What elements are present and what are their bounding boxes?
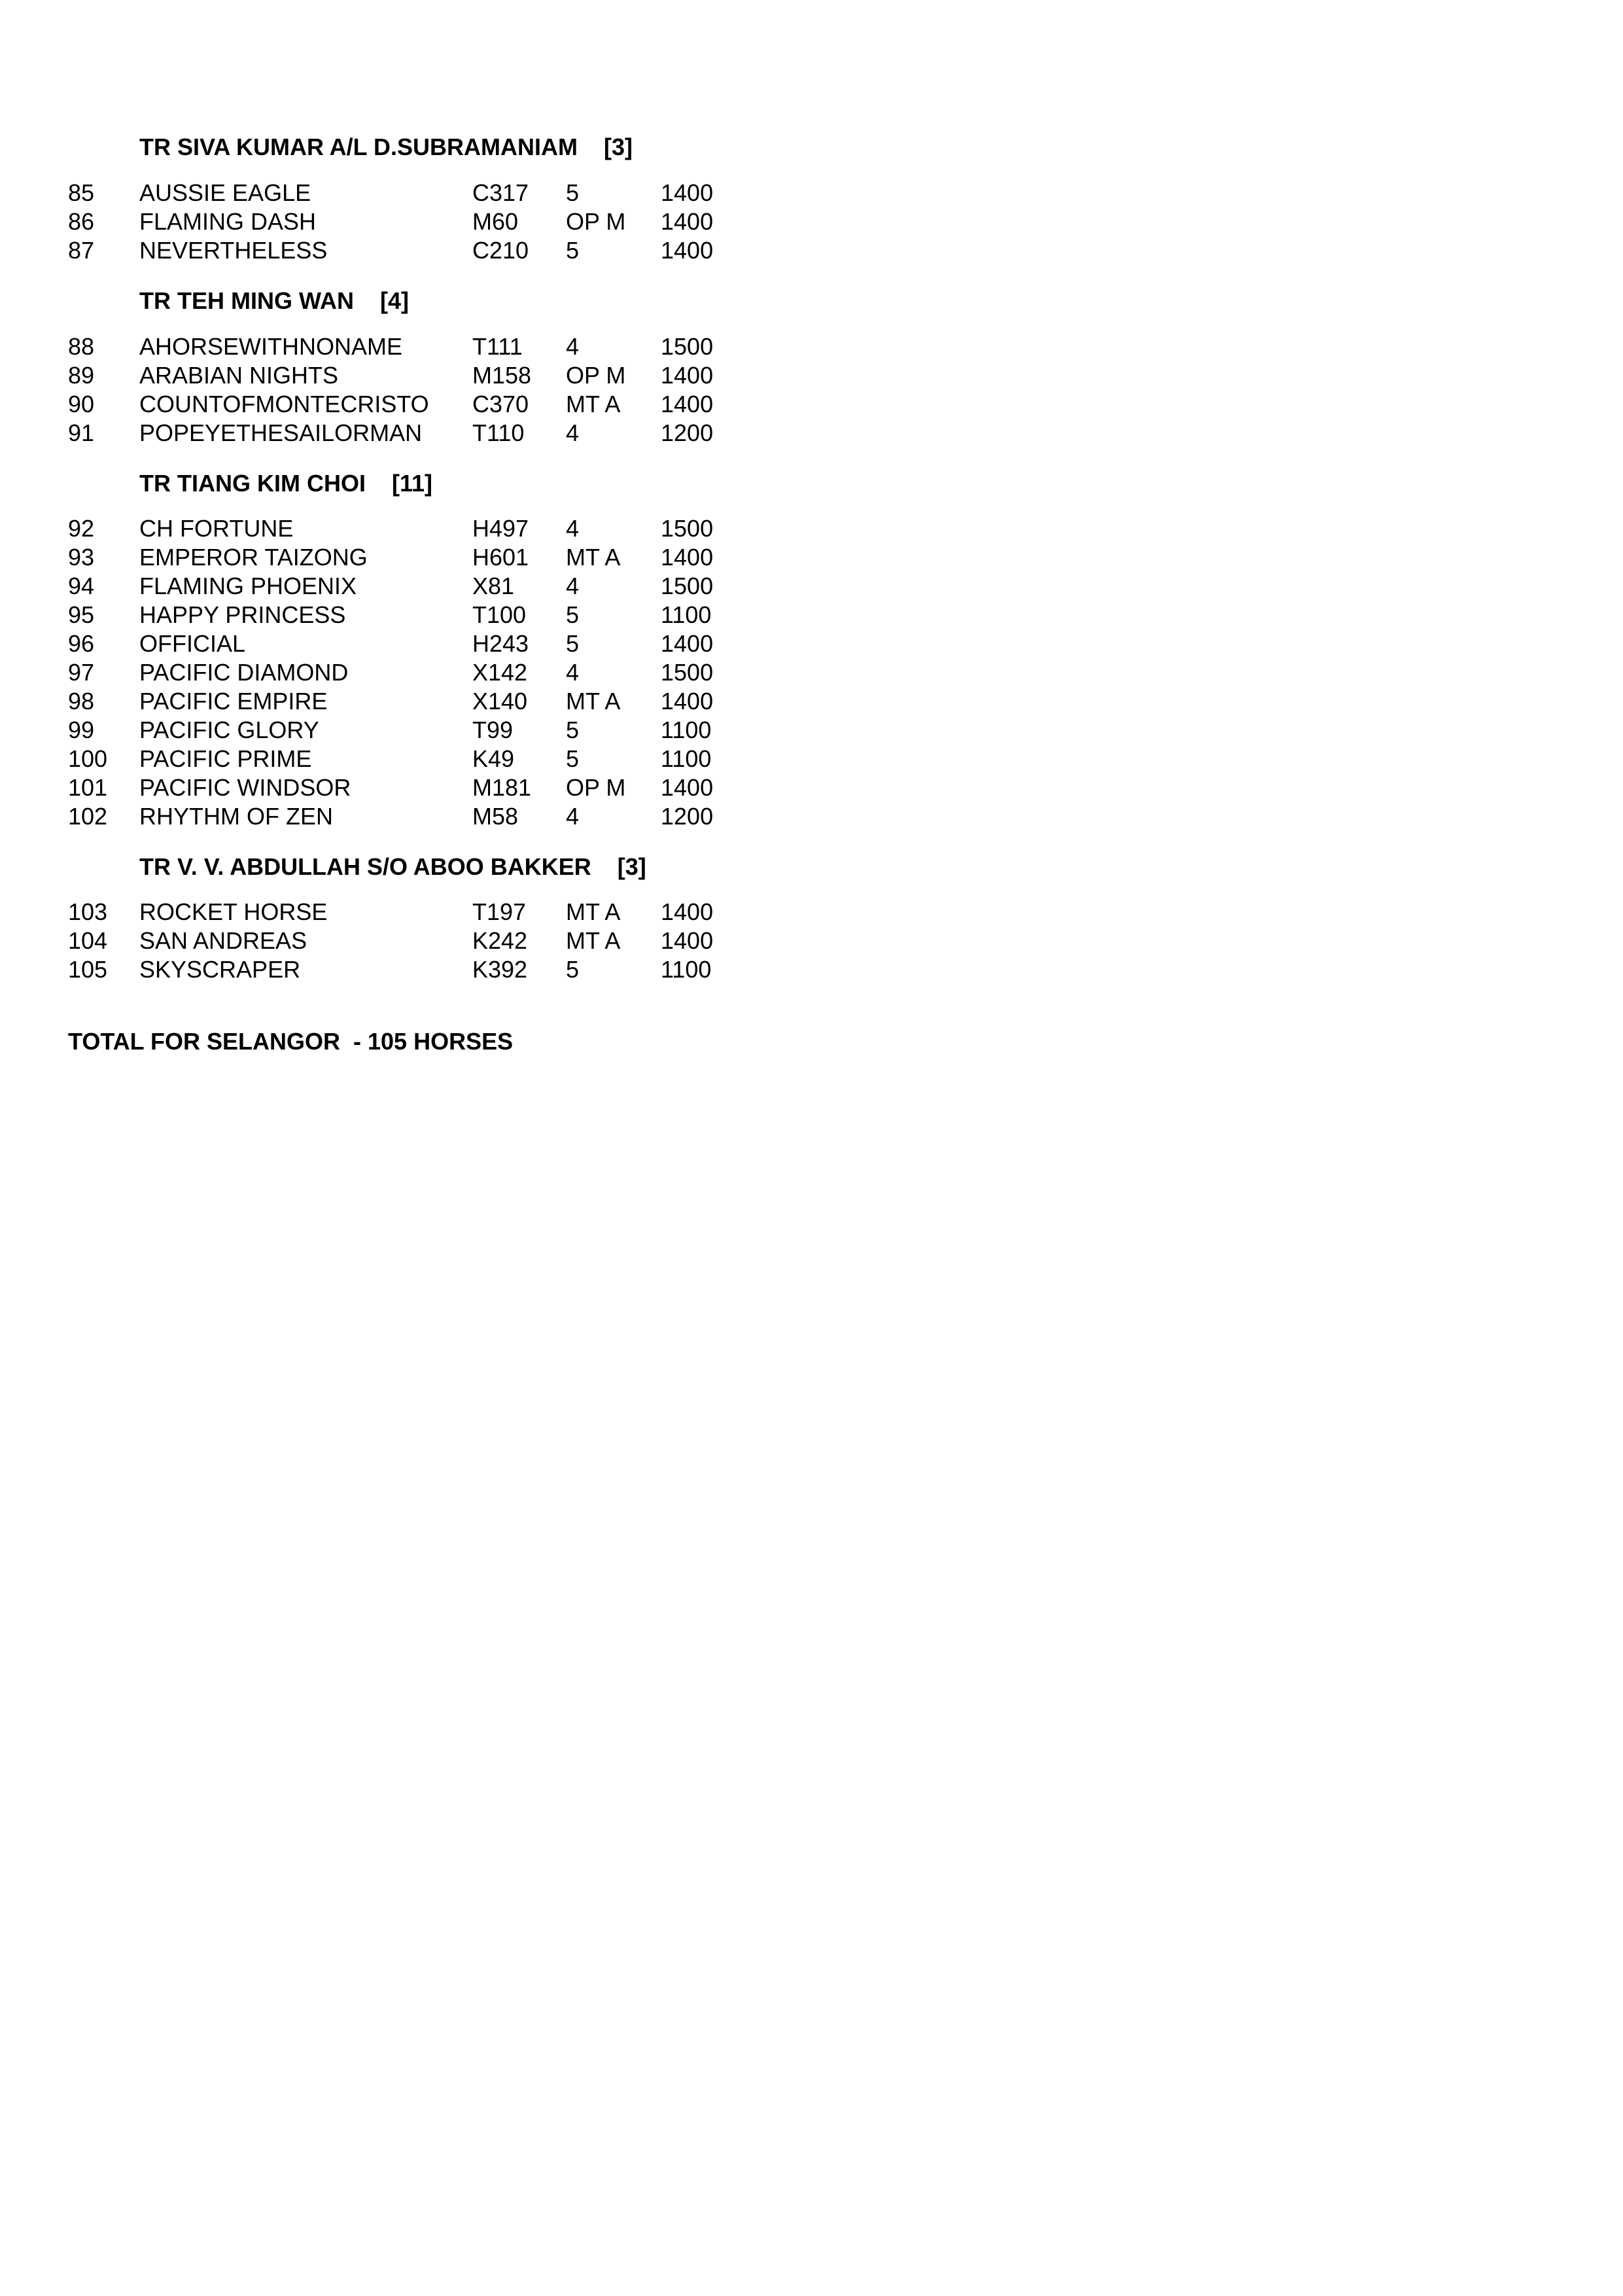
horse-row [0,572,714,601]
horse-name: POPEYETHESAILORMAN [139,419,423,446]
horse-code: X140 [472,688,528,715]
horse-number: 89 [68,362,95,389]
horse-row [0,179,714,207]
trainer-heading [139,287,409,315]
horse-class: MT A [566,927,621,954]
horse-number: 105 [68,956,108,983]
trainer-horse-count: [11] [391,470,433,497]
horse-class: 5 [566,745,580,772]
horse-distance: 1200 [661,803,714,830]
horse-name: HAPPY PRINCESS [139,601,346,628]
horse-class: 4 [566,333,580,360]
horse-name: COUNTOFMONTECRISTO [139,391,429,417]
horse-code: C210 [472,237,529,264]
horse-number: 86 [68,208,95,235]
horse-number: 92 [68,515,95,542]
horse-class: MT A [566,898,621,925]
horse-number: 87 [68,237,95,264]
horse-number: 90 [68,391,95,417]
horse-number: 93 [68,544,95,571]
horse-row [0,514,714,543]
horse-code: C370 [472,391,529,417]
horse-class: OP M [566,208,626,235]
trainer-horse-count: [4] [379,287,409,314]
horse-distance: 1500 [661,573,714,599]
horse-name: AUSSIE EAGLE [139,179,311,206]
horse-class: 5 [566,630,580,657]
horse-code: H497 [472,515,529,542]
horse-name: SKYSCRAPER [139,956,301,983]
horse-number: 104 [68,927,108,954]
horse-name: PACIFIC DIAMOND [139,659,349,686]
horse-code: X142 [472,659,528,686]
horse-number: 102 [68,803,108,830]
horse-class: 5 [566,956,580,983]
horse-number: 98 [68,688,95,715]
horse-distance: 1400 [661,688,714,715]
horse-class: 5 [566,716,580,743]
horse-distance: 1400 [661,927,714,954]
horse-row [0,745,712,773]
horse-name: FLAMING DASH [139,208,317,235]
horse-name: PACIFIC EMPIRE [139,688,328,715]
horse-row [0,773,714,802]
horse-row [0,687,714,716]
horse-row [0,361,714,390]
trainer-name: TR TIANG KIM CHOI [139,470,366,497]
horse-number: 100 [68,745,108,772]
horse-distance: 1400 [661,898,714,925]
horse-code: T99 [472,716,514,743]
horse-code: M158 [472,362,532,389]
horse-name: CH FORTUNE [139,515,294,542]
horse-name: ROCKET HORSE [139,898,328,925]
horse-row [0,927,714,955]
horse-row [0,955,712,984]
horse-name: EMPEROR TAIZONG [139,544,368,571]
horse-code: K49 [472,745,515,772]
horse-number: 99 [68,716,95,743]
horse-name: FLAMING PHOENIX [139,573,357,599]
horse-class: OP M [566,774,626,801]
horse-number: 88 [68,333,95,360]
horse-number: 94 [68,573,95,599]
horse-distance: 1400 [661,237,714,264]
horse-distance: 1500 [661,333,714,360]
horse-number: 101 [68,774,108,801]
horse-code: H243 [472,630,529,657]
horse-row [0,802,714,831]
horse-class: 4 [566,803,580,830]
horse-distance: 1400 [661,544,714,571]
horse-distance: 1400 [661,179,714,206]
horse-row [0,898,714,927]
horse-class: 4 [566,659,580,686]
trainer-name: TR TEH MING WAN [139,287,354,314]
horse-class: 4 [566,573,580,599]
horse-distance: 1500 [661,515,714,542]
horse-class: 5 [566,601,580,628]
horse-name: NEVERTHELESS [139,237,328,264]
trainer-horse-count: [3] [603,133,633,160]
horse-code: T110 [472,419,525,446]
horse-distance: 1400 [661,630,714,657]
horse-class: MT A [566,391,621,417]
horse-distance: 1400 [661,208,714,235]
horse-name: ARABIAN NIGHTS [139,362,339,389]
horse-name: PACIFIC PRIME [139,745,312,772]
horse-code: C317 [472,179,529,206]
horse-row [0,629,714,658]
horse-code: K392 [472,956,528,983]
horse-code: H601 [472,544,529,571]
horse-name: AHORSEWITHNONAME [139,333,403,360]
trainer-horse-count: [3] [617,853,646,880]
horse-number: 95 [68,601,95,628]
total-summary: TOTAL FOR SELANGOR - 105 HORSES [68,1028,514,1055]
horse-row [0,601,712,629]
trainer-name: TR SIVA KUMAR A/L D.SUBRAMANIAM [139,133,578,160]
horse-name: PACIFIC GLORY [139,716,319,743]
trainer-name: TR V. V. ABDULLAH S/O ABOO BAKKER [139,853,591,880]
horse-distance: 1400 [661,362,714,389]
horse-code: T111 [472,333,523,360]
horse-row [0,207,714,236]
horse-class: 4 [566,419,580,446]
horse-row [0,332,714,361]
horse-class: 5 [566,237,580,264]
horse-row [0,658,714,687]
horse-row [0,236,714,265]
horse-row [0,390,714,419]
horse-name: OFFICIAL [139,630,246,657]
horse-name: PACIFIC WINDSOR [139,774,351,801]
horse-distance: 1200 [661,419,714,446]
horse-distance: 1400 [661,391,714,417]
horse-code: M60 [472,208,519,235]
horse-number: 96 [68,630,95,657]
horse-class: MT A [566,544,621,571]
horse-row [0,716,712,745]
trainer-heading [139,133,633,162]
horse-code: K242 [472,927,528,954]
horse-row [0,543,714,572]
horse-code: X81 [472,573,515,599]
horse-code: M181 [472,774,532,801]
horse-distance: 1500 [661,659,714,686]
horse-distance: 1100 [661,956,712,983]
trainer-heading [139,853,646,881]
horse-class: MT A [566,688,621,715]
horse-number: 103 [68,898,108,925]
horse-class: 4 [566,515,580,542]
horse-distance: 1100 [661,716,712,743]
horse-code: T100 [472,601,527,628]
horse-number: 97 [68,659,95,686]
horse-class: 5 [566,179,580,206]
horse-code: M58 [472,803,519,830]
horse-name: SAN ANDREAS [139,927,307,954]
trainer-heading [139,469,432,498]
horse-distance: 1100 [661,745,712,772]
horse-number: 85 [68,179,95,206]
horse-distance: 1400 [661,774,714,801]
horse-name: RHYTHM OF ZEN [139,803,333,830]
horse-class: OP M [566,362,626,389]
horse-row [0,419,714,448]
horse-distance: 1100 [661,601,712,628]
horse-number: 91 [68,419,95,446]
horse-code: T197 [472,898,527,925]
